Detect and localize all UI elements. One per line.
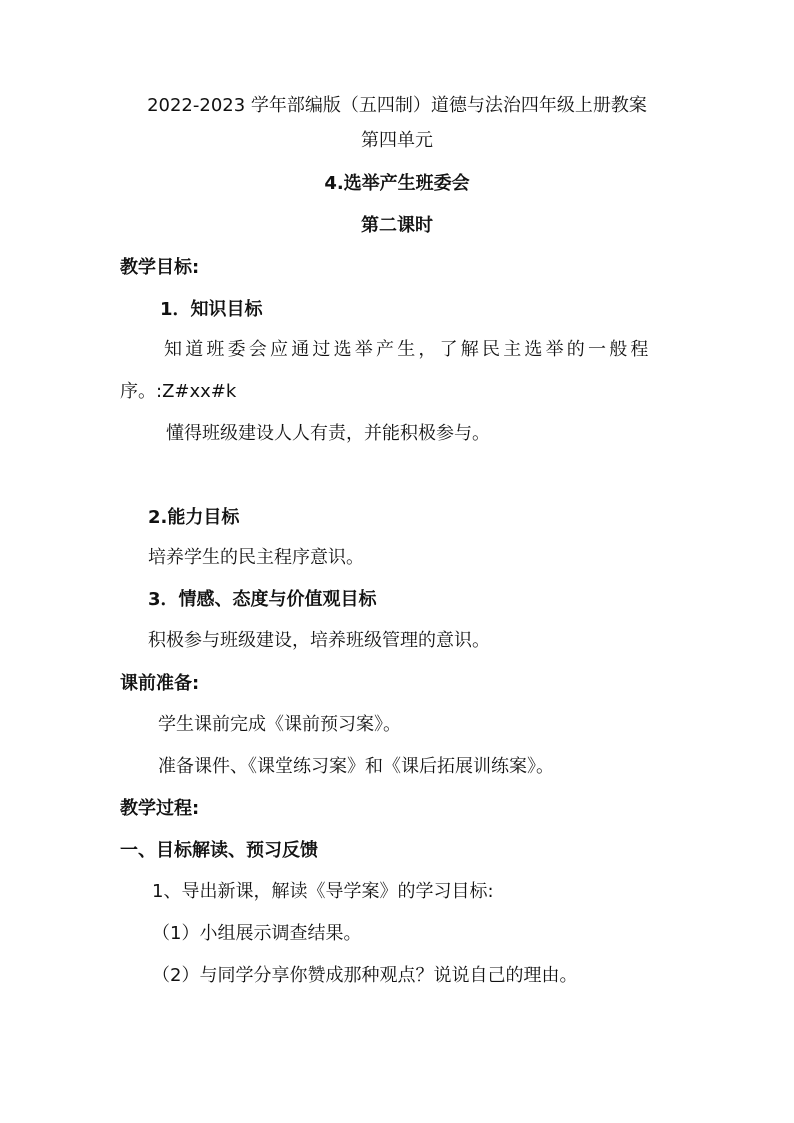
document-title: 2022-2023 学年部编版（五四制）道德与法治四年级上册教案 — [147, 95, 647, 116]
knowledge-objective-heading: 1．知识目标 — [160, 299, 263, 320]
knowledge-objective-text-1: 知道班委会应通过选举产生，了解民主选举的一般程 — [164, 339, 652, 360]
objectives-heading: 教学目标: — [120, 257, 200, 278]
ability-objective-text: 培养学生的民主程序意识。 — [148, 547, 364, 568]
emotion-objective-heading: 3．情感、态度与价值观目标 — [148, 589, 377, 610]
preparation-heading: 课前准备: — [120, 673, 200, 694]
unit-label: 第四单元 — [361, 130, 433, 151]
ability-objective-heading: 2.能力目标 — [148, 507, 240, 528]
process-subitem-1: （1）小组展示调查结果。 — [152, 923, 362, 944]
lesson-title: 4.选举产生班委会 — [324, 173, 470, 194]
process-item-1: 1、导出新课，解读《导学案》的学习目标: — [152, 881, 494, 902]
preparation-text-1: 学生课前完成《课前预习案》。 — [158, 714, 401, 735]
preparation-text-2: 准备课件、《课堂练习案》和《课后拓展训练案》。 — [158, 756, 554, 777]
emotion-objective-text: 积极参与班级建设，培养班级管理的意识。 — [148, 630, 490, 651]
section-heading: 一、目标解读、预习反馈 — [120, 840, 318, 861]
knowledge-objective-text-3: 懂得班级建设人人有责，并能积极参与。 — [166, 423, 490, 444]
knowledge-objective-text-2: 序。:Z#xx#k — [120, 381, 237, 402]
process-subitem-2: （2）与同学分享你赞成那种观点？说说自己的理由。 — [152, 965, 578, 986]
period-label: 第二课时 — [361, 215, 433, 236]
process-heading: 教学过程: — [120, 798, 200, 819]
